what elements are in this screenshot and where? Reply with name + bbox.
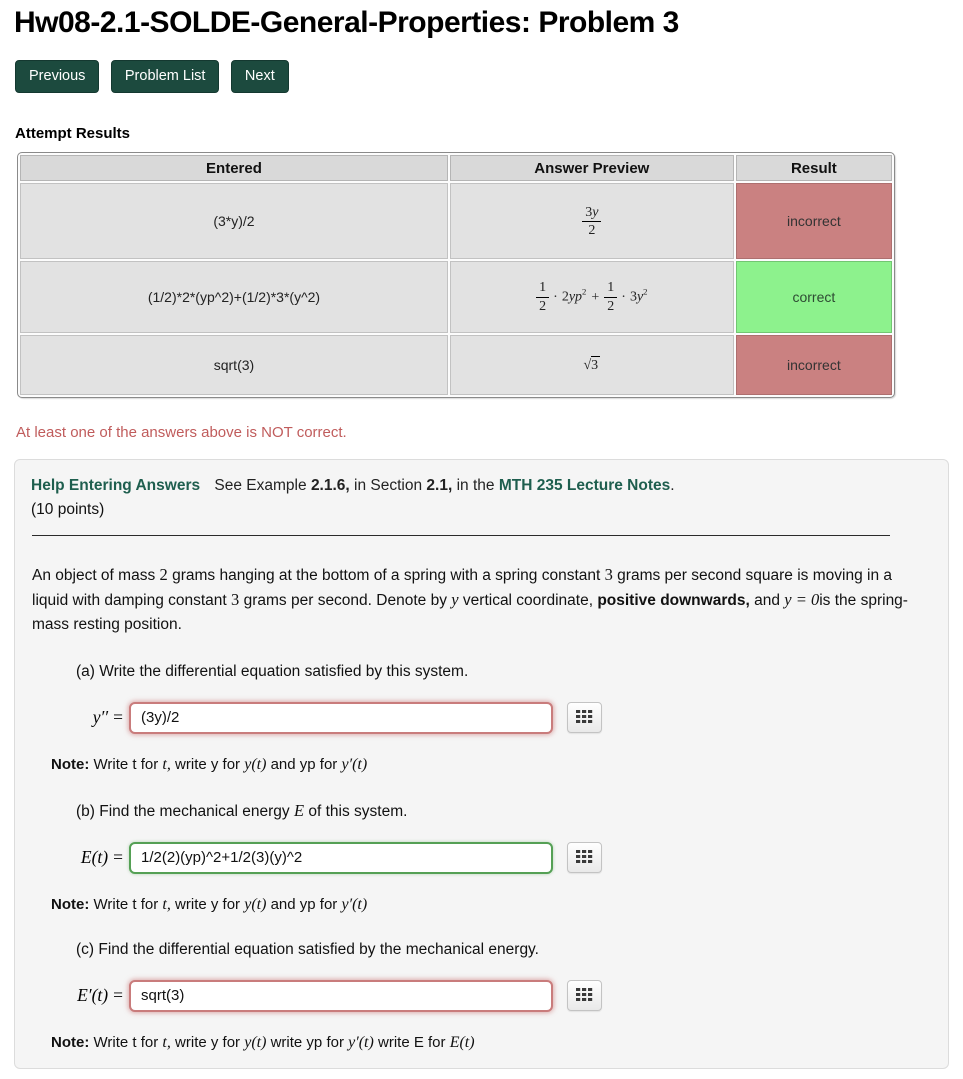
entered-cell: (3*y)/2 [20,183,448,259]
help-entering-answers-link[interactable]: Help Entering Answers [31,477,201,494]
answer-row-c [51,980,932,1012]
lecture-notes-link[interactable]: MTH 235 Lecture Notes [498,477,671,494]
table-row [20,335,892,395]
answer-label-c: E′(t) = [77,985,123,1006]
result-cell: incorrect [736,335,892,395]
answer-label-b: E(t) = [80,847,123,868]
answer-label-a: y′′ = [92,707,123,728]
fraction: $\frac{3y}{2}$ [582,204,601,238]
entered-cell: (1/2)*2*(yp^2)+(1/2)*3*(y^2) [20,261,448,333]
note-c: Note: Write t for t, write y for y(t) write yp for y′(t) write E for E(t) [51,1033,475,1051]
answer-row-a [51,702,932,734]
answer-input-b[interactable] [129,842,553,874]
equation-editor-button-c[interactable] [567,980,602,1011]
problem-panel [14,459,949,1069]
problem-nav [15,60,949,93]
part-a-prompt: (a) Write the differential equation satisfied by this system. [76,662,469,680]
previous-button[interactable]: Previous [15,60,99,93]
keypad-icon [576,710,593,726]
problem-list-button[interactable]: Problem List [111,60,220,93]
part-c-prompt: (c) Find the differential equation satisfied by the mechanical energy. [76,940,539,958]
answer-input-c[interactable] [129,980,553,1012]
column-header-result: Result [736,155,892,181]
result-cell: correct [736,261,892,333]
equation-editor-button-b[interactable] [567,842,602,873]
attempt-results-table [17,152,895,398]
fraction: $\frac{1}{2}$ [604,280,617,313]
divider [32,535,890,536]
note-a: Note: Write t for t, write y for y(t) and yp for y′(t) [51,755,368,773]
points-label: (10 points) [31,501,105,518]
table-header-row [20,155,892,181]
example-number: 2.1.6, [310,477,350,494]
result-cell: incorrect [736,183,892,259]
radical-sign: √ [583,358,592,373]
section-number: 2.1, [426,477,453,494]
table-row [20,261,892,333]
problem-statement: An object of mass 2 grams hanging at the bottom of a spring with a spring constant 3 grams per second square is moving in a liquid with damping constant 3 grams per second. Denote by y vertical coordinate, positive downwards, and y = 0is the spring-mass resting position. [32,565,908,633]
answer-input-a[interactable] [129,702,553,734]
help-line: Help Entering Answers See Example 2.1.6, in Section 2.1, in the MTH 235 Lecture Notes. [31,477,675,494]
attempt-results-heading: Attempt Results [15,125,131,142]
column-header-entered: Entered [20,155,448,181]
page-title: Hw08-2.1-SOLDE-General-Properties: Problem 3 [14,6,679,39]
entered-cell: sqrt(3) [20,335,448,395]
answer-row-b [51,842,932,874]
keypad-icon [576,988,593,1004]
bold-positive-downwards: positive downwards, [597,591,750,609]
keypad-icon [576,850,593,866]
note-b: Note: Write t for t, write y for y(t) and yp for y′(t) [51,895,368,913]
answer-preview-cell [450,183,734,259]
column-header-answer-preview: Answer Preview [450,155,734,181]
help-text: See Example [214,477,307,494]
answer-preview-cell: $\frac{1}{2}$ · $2yp^2$ + $\frac{1}{2}$ · $3y^2$ [450,261,734,333]
part-b-prompt: (b) Find the mechanical energy E of this system. [76,800,408,820]
table-row [20,183,892,259]
equation-editor-button-a[interactable] [567,702,602,733]
next-button[interactable]: Next [231,60,289,93]
fraction: $\frac{1}{2}$ [536,280,549,313]
attempt-warning-message: At least one of the answers above is NOT correct. [16,424,347,441]
answer-preview-cell: √3 [450,335,734,395]
